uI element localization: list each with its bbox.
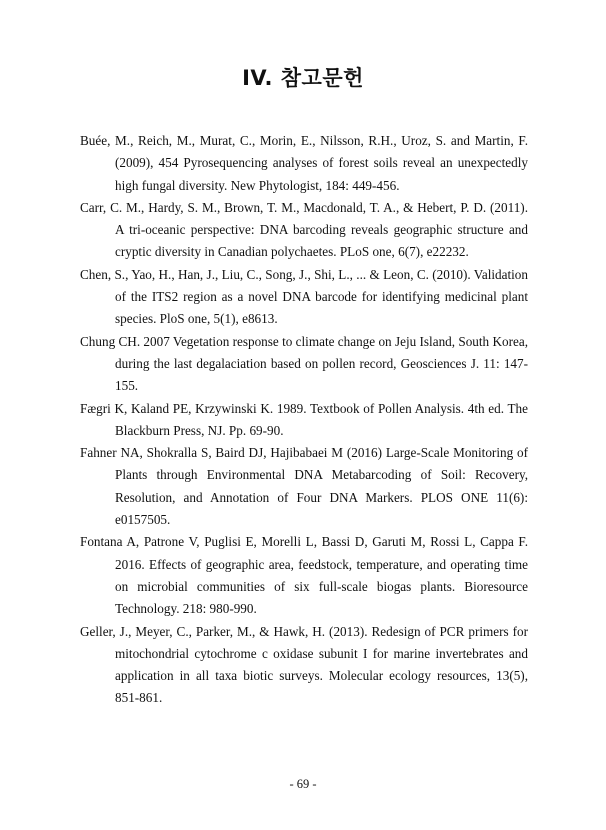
reference-list: [80, 130, 528, 710]
page-number: - 69 -: [289, 777, 317, 791]
reference-entry: Carr, C. M., Hardy, S. M., Brown, T. M., Macdonald, T. A., & Hebert, P. D. (2011). A tri-oceanic perspective: DNA barcoding reveals geographic structure and cryptic diversity in Canadian polychaetes. PLoS one, 6(7), e22232.: [80, 199, 528, 260]
reference-entry: Fægri K, Kaland PE, Krzywinski K. 1989. Textbook of Pollen Analysis. 4th ed. The Blackburn Press, NJ. Pp. 69-90.: [80, 400, 528, 438]
reference-entry: Chen, S., Yao, H., Han, J., Liu, C., Song, J., Shi, L., ... & Leon, C. (2010). Validation of the ITS2 region as a novel DNA barcode for identifying medicinal plant species. PloS one, 5(1), e8613.: [80, 266, 528, 327]
reference-entry: Fontana A, Patrone V, Puglisi E, Morelli L, Bassi D, Garuti M, Rossi L, Cappa F. 2016. Effects of geographic area, feedstock, temperature, and operating time on microbial communities of six full-scale biogas plants. Bioresource Technology. 218: 980-990.: [80, 534, 528, 617]
section-heading: IV. 참고문헌: [242, 66, 364, 90]
reference-entry: Chung CH. 2007 Vegetation response to climate change on Jeju Island, South Korea, during the last degalaciation based on pollen record, Geosciences J. 11: 147-155.: [80, 333, 528, 394]
reference-entry: Buée, M., Reich, M., Murat, C., Morin, E., Nilsson, R.H., Uroz, S. and Martin, F. (2009), 454 Pyrosequencing analyses of forest soils reveal an unexpectedly high fungal diversity. New Phytologist, 184: 449-456.: [80, 133, 528, 193]
reference-entry: Fahner NA, Shokralla S, Baird DJ, Hajibabaei M (2016) Large-Scale Monitoring of Plants through Environmental DNA Metabarcoding of Soil: Recovery, Resolution, and Annotation of Four DNA Markers. PLOS ONE 11(6): e0157505.: [80, 445, 528, 528]
reference-entry: Geller, J., Meyer, C., Parker, M., & Hawk, H. (2013). Redesign of PCR primers for mitochondrial cytochrome c oxidase subunit I for marine invertebrates and application in all taxa biotic surveys. Molecular ecology resources, 13(5), 851-861.: [80, 623, 528, 706]
